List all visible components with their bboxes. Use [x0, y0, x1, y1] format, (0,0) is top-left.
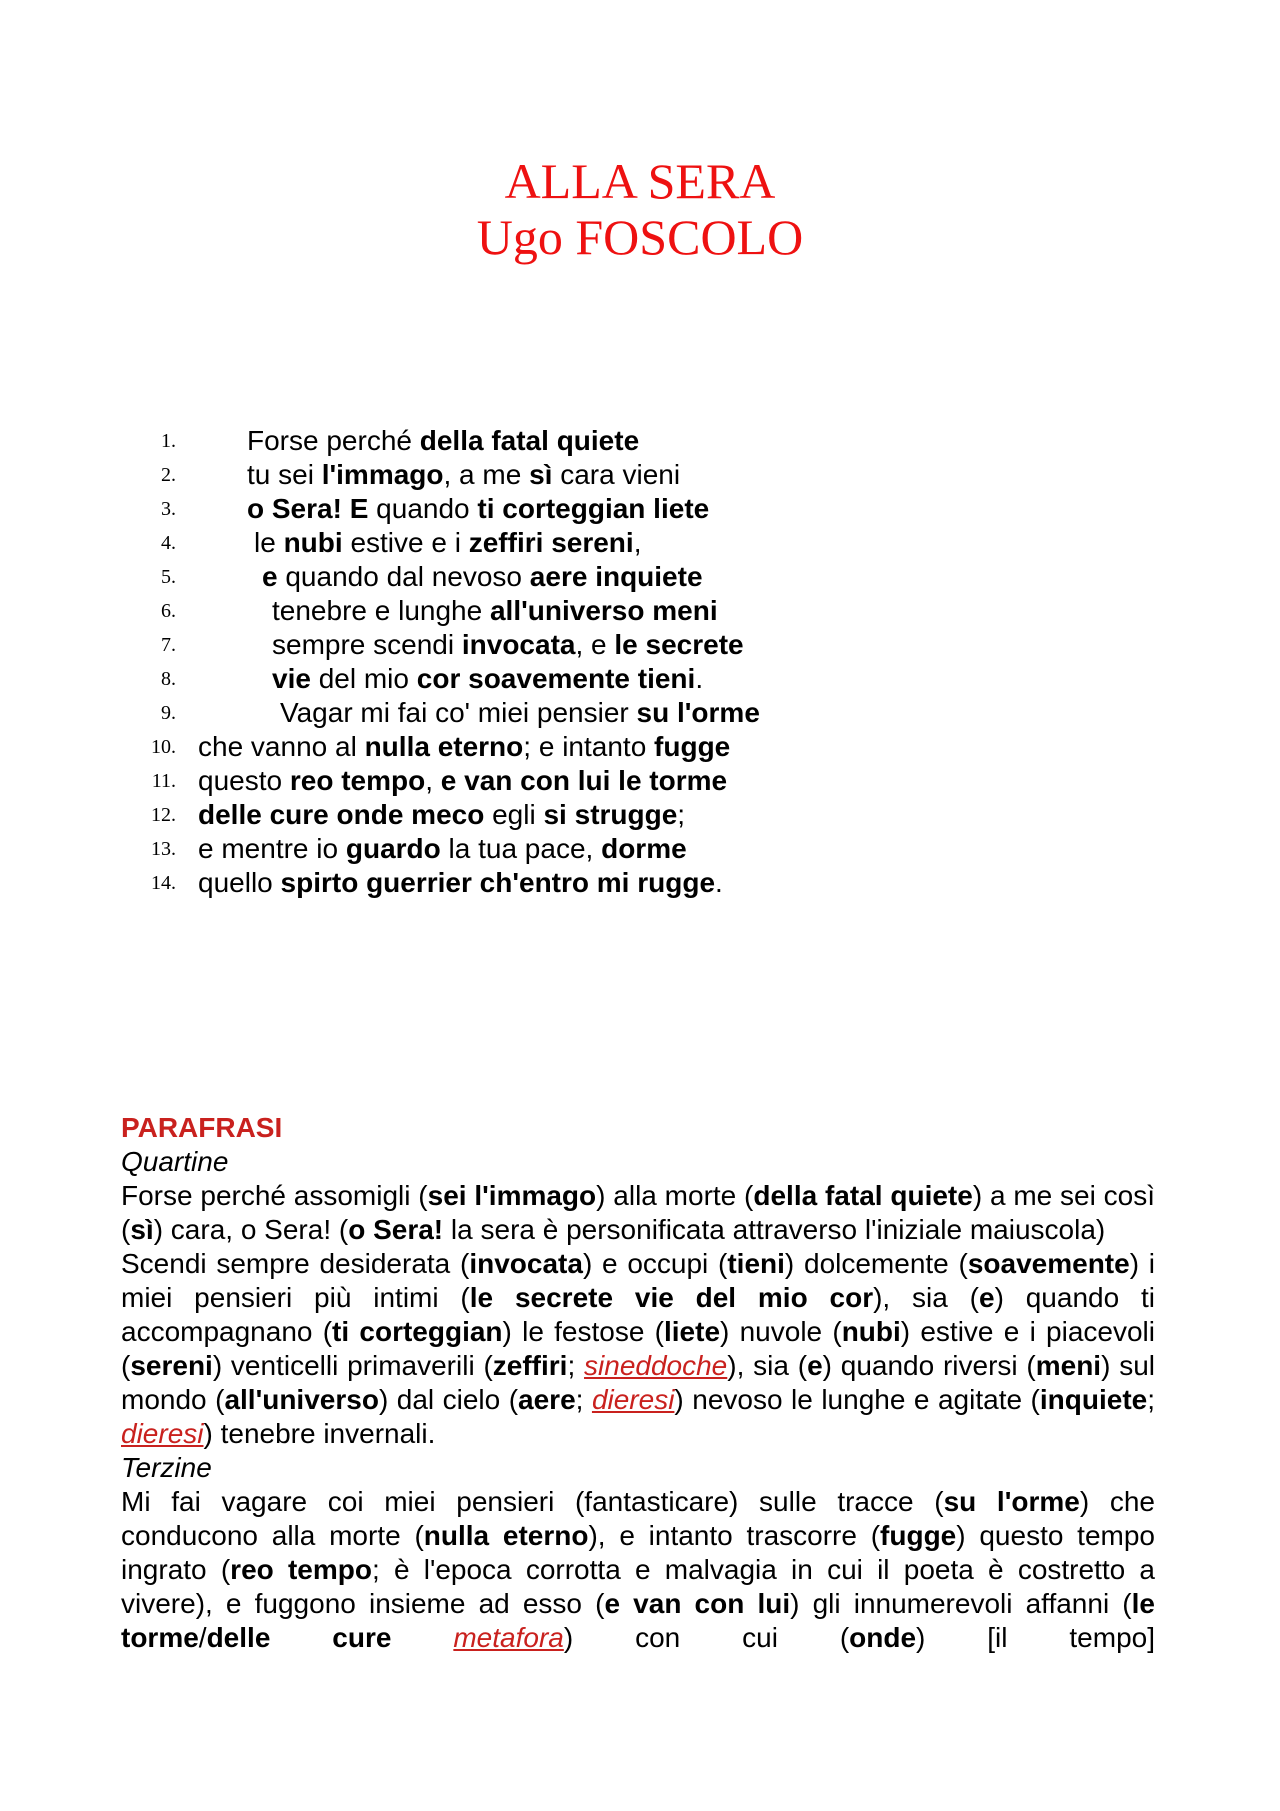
- text-segment: .: [715, 867, 723, 898]
- text-segment: e mentre io: [198, 833, 346, 864]
- bold-text: le torme: [121, 1588, 1155, 1653]
- parafrasi-section: [121, 1111, 1155, 1655]
- text-segment: ) dal cielo (: [378, 1384, 519, 1415]
- bold-text: sei l'immago: [427, 1180, 597, 1211]
- text-segment: ) quando riversi (: [822, 1350, 1036, 1381]
- poem-line: [0, 560, 1280, 594]
- text-segment: , a me: [443, 459, 530, 490]
- glossary-link[interactable]: dieresi: [121, 1418, 204, 1449]
- bold-text: zeffiri: [492, 1350, 568, 1381]
- line-number: 5.: [161, 566, 176, 588]
- line-number: 14.: [151, 872, 176, 894]
- text-segment: ) con cui (: [563, 1622, 850, 1653]
- text-segment: ,: [425, 765, 441, 796]
- bold-text: o Sera!: [348, 1214, 444, 1245]
- line-number: 4.: [161, 532, 176, 554]
- bold-text: aere: [518, 1384, 576, 1415]
- bold-text: sereni: [130, 1350, 213, 1381]
- bold-text: e: [262, 561, 278, 592]
- text-segment: che vanno al: [198, 731, 365, 762]
- text-segment: ) nuvole (: [720, 1316, 842, 1347]
- poem-line: [0, 832, 1280, 866]
- line-number: 7.: [161, 634, 176, 656]
- text-segment: quando dal nevoso: [277, 561, 530, 592]
- bold-text: meni: [1035, 1350, 1102, 1381]
- poem-line: [0, 798, 1280, 832]
- text-segment: ) i miei pensieri più intimi (: [121, 1248, 1156, 1313]
- line-text: [280, 696, 760, 730]
- line-number: 11.: [151, 770, 176, 792]
- bold-text: della fatal quiete: [419, 425, 640, 456]
- bold-text: delle cure: [206, 1622, 392, 1653]
- text-segment: ) quando ti accompagnano (: [121, 1282, 1156, 1347]
- text-segment: Vagar mi fai co' miei pensier: [280, 697, 637, 728]
- poem-text: [0, 424, 1280, 900]
- text-segment: ) [il tempo]: [916, 1622, 1155, 1653]
- text-segment: ) cara, o Sera! (: [153, 1214, 349, 1245]
- bold-text: della fatal quiete: [753, 1180, 973, 1211]
- text-segment: la tua pace,: [440, 833, 602, 864]
- bold-text: all'universo meni: [489, 595, 718, 626]
- poem-line: [0, 424, 1280, 458]
- glossary-link[interactable]: metafora: [453, 1622, 564, 1653]
- bold-text: si strugge: [543, 799, 678, 830]
- line-text: [272, 594, 718, 628]
- text-segment: Forse perché: [247, 425, 420, 456]
- bold-text: sì: [130, 1214, 154, 1245]
- poem-line: [0, 458, 1280, 492]
- poem-line: [0, 492, 1280, 526]
- bold-text: nubi: [283, 527, 343, 558]
- bold-text: dorme: [601, 833, 687, 864]
- bold-text: sì: [529, 459, 553, 490]
- glossary-link[interactable]: sineddoche: [584, 1350, 728, 1381]
- bold-text: su l'orme: [636, 697, 760, 728]
- text-segment: , e: [575, 629, 615, 660]
- poem-line: [0, 662, 1280, 696]
- bold-text: fugge: [654, 731, 731, 762]
- line-text: [262, 560, 703, 594]
- bold-text: ti corteggian: [332, 1316, 503, 1347]
- text-segment: ) e occupi (: [582, 1248, 728, 1279]
- parafrasi-paragraph-1: [121, 1179, 1155, 1247]
- text-segment: quando: [368, 493, 478, 524]
- bold-text: aere inquiete: [529, 561, 703, 592]
- bold-text: invocata: [469, 1248, 583, 1279]
- bold-text: vie: [272, 663, 311, 694]
- text-segment: quello: [198, 867, 281, 898]
- bold-text: le secrete: [614, 629, 744, 660]
- bold-text: nulla eterno: [423, 1520, 589, 1551]
- text-segment: ), e intanto trascorre (: [588, 1520, 881, 1551]
- bold-text: e van con lui: [604, 1588, 791, 1619]
- text-segment: tenebre e lunghe: [272, 595, 490, 626]
- text-segment: ) gli innumerevoli affanni (: [790, 1588, 1132, 1619]
- text-segment: ), sia (: [727, 1350, 808, 1381]
- text-segment: ;: [575, 1384, 592, 1415]
- poem-line: [0, 764, 1280, 798]
- text-segment: .: [695, 663, 704, 694]
- line-text: [272, 662, 703, 696]
- text-segment: ;: [677, 799, 686, 830]
- bold-text: o Sera! E: [247, 493, 369, 524]
- line-number: 9.: [161, 702, 176, 724]
- poem-title: ALLA SERA: [504, 153, 776, 209]
- bold-text: cor soavemente tieni: [416, 663, 696, 694]
- bold-text: nulla eterno: [364, 731, 524, 762]
- line-text: [247, 424, 639, 458]
- text-segment: del mio: [310, 663, 417, 694]
- text-segment: ) dolcemente (: [784, 1248, 968, 1279]
- text-segment: sempre scendi: [272, 629, 462, 660]
- bold-text: onde: [849, 1622, 917, 1653]
- text-segment: ) tenebre invernali.: [203, 1418, 436, 1449]
- line-number: 10.: [151, 736, 176, 758]
- bold-text: e: [807, 1350, 823, 1381]
- bold-text: le secrete vie del mio cor: [469, 1282, 874, 1313]
- poem-line: [0, 696, 1280, 730]
- line-text: [198, 798, 685, 832]
- poem-line: [0, 526, 1280, 560]
- text-segment: ) sul mondo (: [121, 1350, 1155, 1415]
- text-segment: ) alla morte (: [596, 1180, 754, 1211]
- bold-text: nubi: [841, 1316, 901, 1347]
- quartine-subheading: Quartine: [121, 1146, 229, 1177]
- line-text: [247, 458, 680, 492]
- text-segment: ) a me sei così (: [121, 1180, 1155, 1245]
- text-segment: la sera è personificata attraverso l'iniziale maiuscola): [443, 1214, 1106, 1245]
- line-number: 1.: [161, 430, 176, 452]
- poem-line: [0, 730, 1280, 764]
- text-segment: ) le festose (: [502, 1316, 664, 1347]
- text-segment: Forse perché assomigli (: [121, 1180, 428, 1211]
- text-segment: ) nevoso le lunghe e agitate (: [674, 1384, 1040, 1415]
- text-segment: ) questo tempo ingrato (: [121, 1520, 1155, 1585]
- text-segment: ,: [633, 527, 642, 558]
- bold-text: ti corteggian liete: [477, 493, 710, 524]
- text-segment: ;: [1147, 1384, 1155, 1415]
- terzine-subheading: Terzine: [121, 1452, 212, 1483]
- parafrasi-paragraph-2: [121, 1247, 1155, 1451]
- bold-text: all'universo: [224, 1384, 379, 1415]
- bold-text: invocata: [461, 629, 576, 660]
- text-segment: egli: [484, 799, 544, 830]
- line-number: 12.: [151, 804, 176, 826]
- line-number: 8.: [161, 668, 176, 690]
- bold-text: l'immago: [321, 459, 444, 490]
- line-text: [198, 866, 723, 900]
- bold-text: guardo: [345, 833, 441, 864]
- text-segment: Scendi sempre desiderata (: [121, 1248, 470, 1279]
- bold-text: inquiete: [1039, 1384, 1148, 1415]
- line-number: 6.: [161, 600, 176, 622]
- text-segment: tu sei: [247, 459, 322, 490]
- text-segment: /: [198, 1622, 207, 1653]
- line-text: [272, 628, 744, 662]
- text-segment: ) che conducono alla morte (: [121, 1486, 1155, 1551]
- text-segment: ; è l'epoca corrotta e malvagia in cui il poeta è costretto a vivere), e fuggono insieme ad esso (: [121, 1554, 1156, 1619]
- bold-text: soavemente: [967, 1248, 1130, 1279]
- line-number: 3.: [161, 498, 176, 520]
- line-number: 13.: [151, 838, 176, 860]
- bold-text: fugge: [880, 1520, 957, 1551]
- text-segment: estive e i: [342, 527, 469, 558]
- line-number: 2.: [161, 464, 176, 486]
- poem-line: [0, 628, 1280, 662]
- parafrasi-paragraph-3: [121, 1485, 1155, 1655]
- bold-text: e van con lui le torme: [440, 765, 728, 796]
- text-segment: ), sia (: [873, 1282, 979, 1313]
- text-segment: ) venticelli primaverili (: [212, 1350, 493, 1381]
- text-segment: cara vieni: [552, 459, 681, 490]
- poem-line: [0, 594, 1280, 628]
- text-segment: [391, 1622, 453, 1653]
- bold-text: reo tempo: [289, 765, 426, 796]
- bold-text: su l'orme: [943, 1486, 1080, 1517]
- bold-text: zeffiri sereni: [468, 527, 634, 558]
- bold-text: spirto guerrier ch'entro mi rugge: [280, 867, 716, 898]
- text-segment: ; e intanto: [523, 731, 655, 762]
- line-text: [254, 526, 641, 560]
- text-segment: le: [254, 527, 284, 558]
- line-text: [198, 832, 687, 866]
- bold-text: liete: [664, 1316, 721, 1347]
- line-text: [198, 764, 727, 798]
- parafrasi-heading: PARAFRASI: [121, 1112, 283, 1143]
- line-text: [247, 492, 709, 526]
- poem-author: Ugo FOSCOLO: [476, 209, 804, 265]
- bold-text: reo tempo: [230, 1554, 372, 1585]
- text-segment: ) estive e i piacevoli (: [121, 1316, 1155, 1381]
- line-text: [198, 730, 730, 764]
- text-segment: questo: [198, 765, 290, 796]
- poem-line: [0, 866, 1280, 900]
- text-segment: Mi fai vagare coi miei pensieri (fantasticare) sulle tracce (: [121, 1486, 944, 1517]
- bold-text: e: [979, 1282, 995, 1313]
- glossary-link[interactable]: dieresi: [591, 1384, 675, 1415]
- bold-text: tieni: [727, 1248, 785, 1279]
- bold-text: delle cure onde meco: [198, 799, 485, 830]
- text-segment: ;: [567, 1350, 585, 1381]
